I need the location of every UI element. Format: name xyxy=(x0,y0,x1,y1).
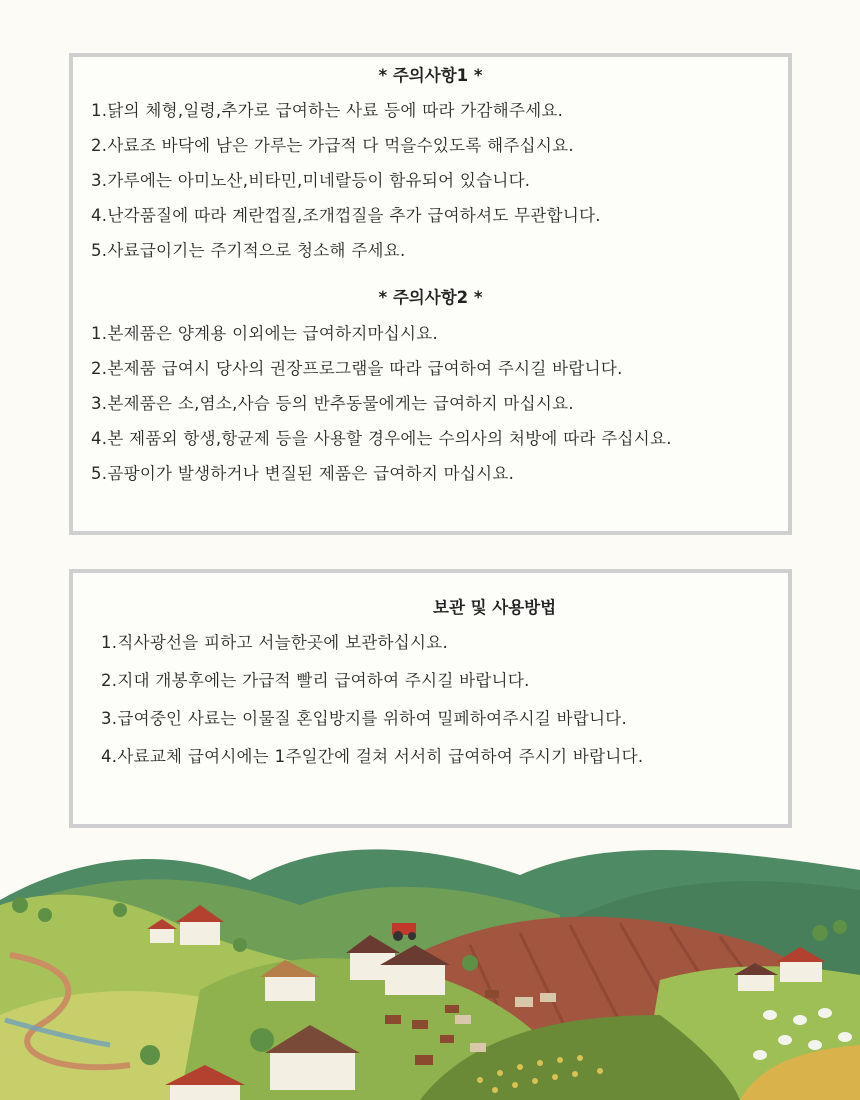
notice1-item: 2.사료조 바닥에 남은 가루는 가급적 다 먹을수있도록 해주십시요. xyxy=(91,136,574,155)
storage-item: 4.사료교체 급여시에는 1주일간에 걸쳐 서서히 급여하여 주시기 바랍니다. xyxy=(101,747,644,766)
storage-item: 2.지대 개봉후에는 가급적 빨리 급여하여 주시길 바랍니다. xyxy=(101,671,530,690)
notice-box-storage xyxy=(69,569,792,828)
notice1-title: * 주의사항1 * xyxy=(378,66,483,85)
notice2-item: 1.본제품은 양계용 이외에는 급여하지마십시요. xyxy=(91,324,439,343)
notice1-item: 5.사료급이기는 주기적으로 청소해 주세요. xyxy=(91,241,406,260)
notice2-item: 3.본제품은 소,염소,사슴 등의 반추동물에게는 급여하지 마십시요. xyxy=(91,394,574,413)
notice1-item: 1.닭의 체형,일령,추가로 급여하는 사료 등에 따라 가감해주세요. xyxy=(91,101,564,120)
storage-item: 3.급여중인 사료는 이물질 혼입방지를 위하여 밀페하여주시길 바랍니다. xyxy=(101,709,628,728)
storage-item: 1.직사광선을 피하고 서늘한곳에 보관하십시요. xyxy=(101,633,449,652)
notice1-item: 3.가루에는 아미노산,비타민,미네랄등이 함유되어 있습니다. xyxy=(91,171,531,190)
notice1-item: 4.난각품질에 따라 계란껍질,조개껍질을 추가 급여하셔도 무관합니다. xyxy=(91,206,601,225)
farm-landscape-illustration xyxy=(0,815,860,1100)
notice2-title: * 주의사항2 * xyxy=(378,288,483,307)
notice2-item: 5.곰팡이가 발생하거나 변질된 제품은 급여하지 마십시요. xyxy=(91,464,515,483)
notice-box-precautions xyxy=(69,53,792,535)
storage-title: 보관 및 사용방법 xyxy=(433,598,557,617)
notice2-item: 4.본 제품외 항생,항균제 등을 사용할 경우에는 수의사의 처방에 따라 주십시요. xyxy=(91,429,672,448)
notice2-item: 2.본제품 급여시 당사의 권장프로그램을 따라 급여하여 주시길 바랍니다. xyxy=(91,359,623,378)
